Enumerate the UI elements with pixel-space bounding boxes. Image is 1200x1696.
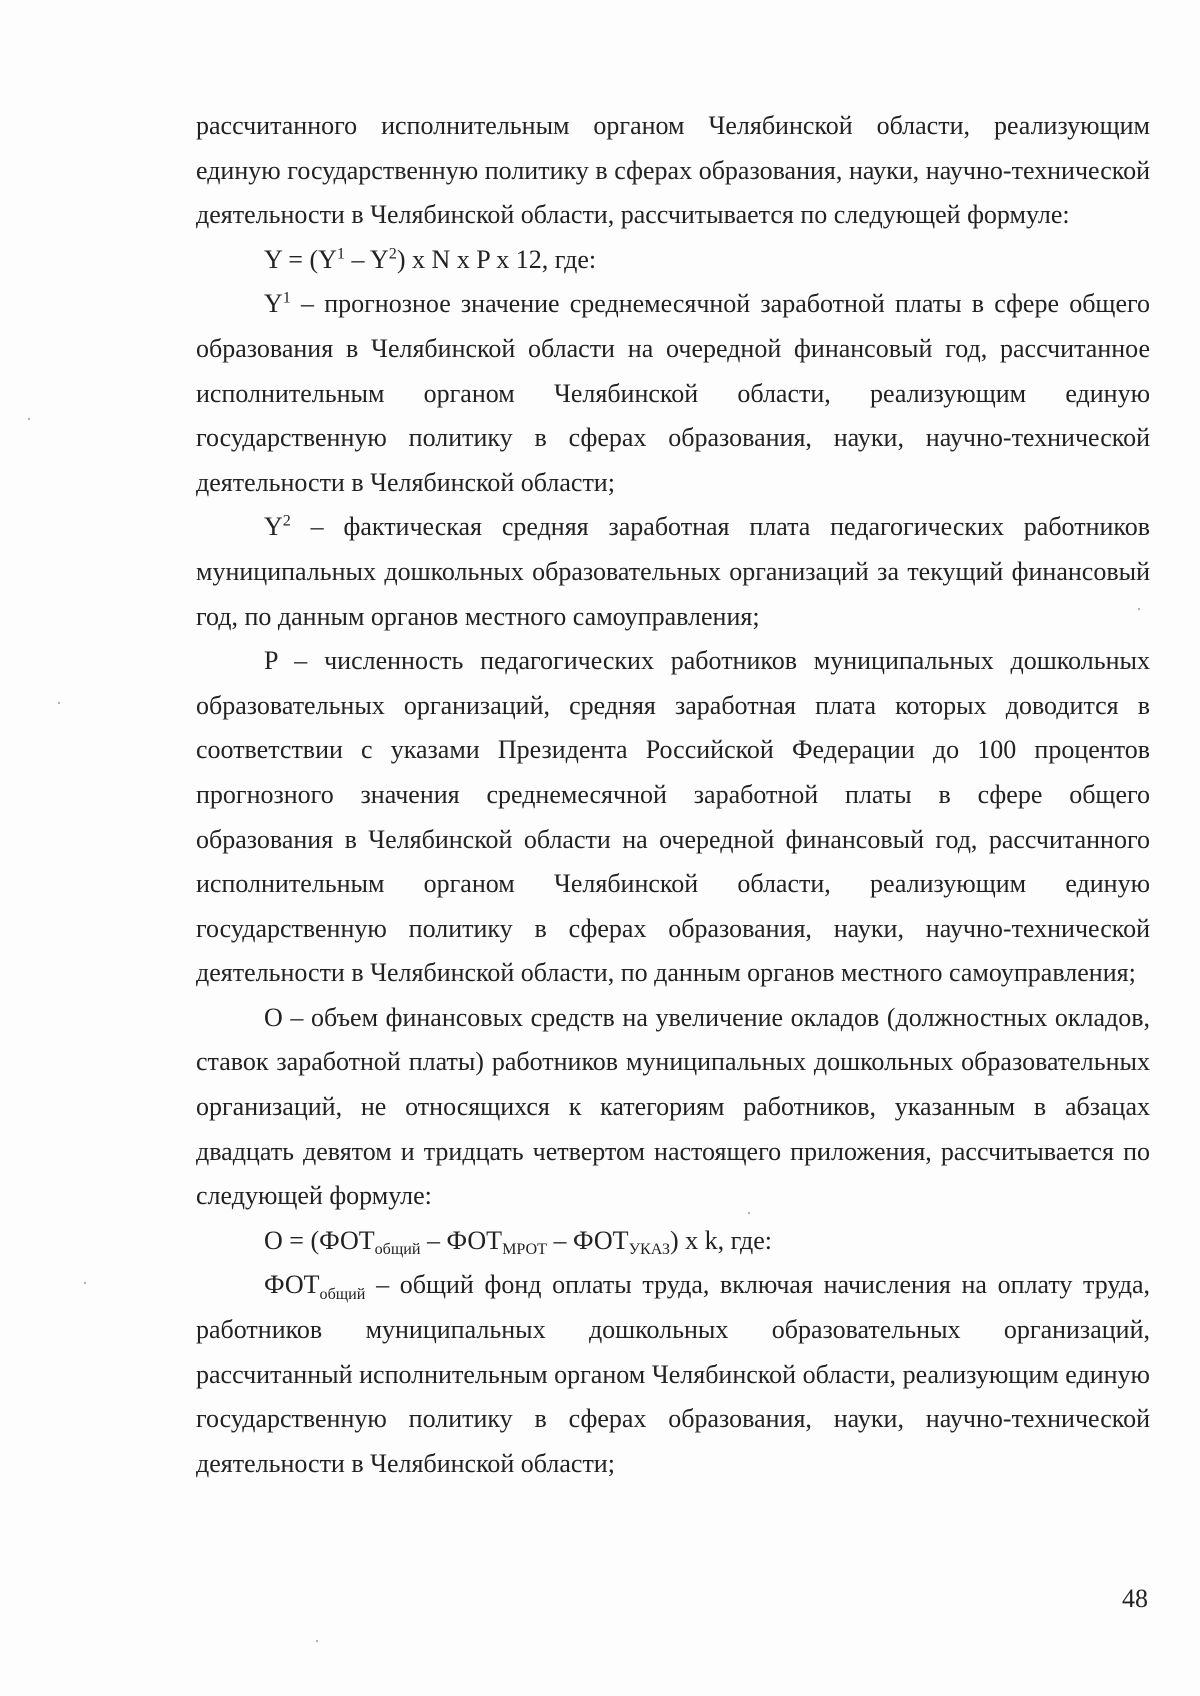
formula-y-tail: ) x N x P x 12, где: xyxy=(396,244,597,274)
definition-y2-symbol: Y xyxy=(264,512,283,542)
formula-o-part4: ) x k, где: xyxy=(670,1225,773,1255)
formula-o-part3: – ФОТ xyxy=(547,1225,629,1255)
page-number: 48 xyxy=(1122,1584,1148,1613)
scan-speck xyxy=(58,702,60,704)
definition-y1-text: – прогнозное значение среднемесячной заработной платы в сфере общего образования в Челябинской области на очередной финансовый год, рассчитанное исполнительным органом Челябинской области, реализующим единую государственную политику в сферах образования, науки, научно-технической деятельности в Челябинской области; xyxy=(196,289,1150,497)
scan-speck xyxy=(1138,608,1140,610)
formula-o-sub3: УКАЗ xyxy=(628,1241,671,1259)
formula-y-sup1: 1 xyxy=(336,245,345,263)
paragraph-intro: рассчитанного исполнительным органом Челябинской области, реализующим единую государственную политику в сферах образования, науки, научно-технической деятельности в Челябинской области, рассчитывается по следующей формуле: xyxy=(196,111,1150,230)
definition-y2-text: – фактическая средняя заработная плата педагогических работников муниципальных дошкольных образовательных организаций за текущий финансовый год, по данным органов местного самоуправления; xyxy=(196,512,1150,631)
definition-y1 xyxy=(196,282,1150,505)
formula-o-part1: О = (ФОТ xyxy=(264,1225,375,1255)
formula-o xyxy=(196,1219,1150,1264)
formula-o-sub1: общий xyxy=(374,1241,421,1259)
definition-o: О – объем финансовых средств на увеличение окладов (должностных окладов, ставок заработной платы) работников муниципальных дошкольных образовательных организаций, не относящихся к категориям работников, указанным в абзацах двадцать девятом и тридцать четвертом настоящего приложения, рассчитывается по следующей формуле: xyxy=(196,1002,1150,1211)
definition-y2 xyxy=(196,505,1150,639)
definition-y1-symbol: Y xyxy=(264,289,283,319)
definition-fot xyxy=(196,1263,1150,1486)
definition-fot-symbol: ФОТ xyxy=(264,1270,320,1300)
scan-speck xyxy=(316,1640,318,1642)
scan-speck xyxy=(84,1282,86,1284)
definition-y2-sup: 2 xyxy=(282,512,291,530)
scan-speck xyxy=(28,418,30,420)
definition-y1-sup: 1 xyxy=(282,289,291,307)
document-body xyxy=(196,104,1150,1486)
formula-y-lead: Y = (Y xyxy=(264,244,337,274)
formula-o-part2: – ФОТ xyxy=(420,1225,503,1255)
formula-y-mid: – Y xyxy=(344,244,389,274)
formula-y-sup2: 2 xyxy=(388,245,397,263)
formula-o-sub2: МРОТ xyxy=(502,1241,548,1259)
scan-speck xyxy=(748,1212,750,1214)
formula-y xyxy=(196,238,1150,283)
definition-p: P – численность педагогических работников муниципальных дошкольных образовательных организаций, средняя заработная плата которых доводится в соответствии с указами Президента Российской Федерации до 100 процентов прогнозного значения среднемесячной заработной платы в сфере общего образования в Челябинской области на очередной финансовый год, рассчитанного исполнительным органом Челябинской области, реализующим единую государственную политику в сферах образования, науки, научно-технической деятельности в Челябинской области, по данным органов местного самоуправления; xyxy=(196,646,1150,988)
definition-fot-sub: общий xyxy=(319,1286,366,1304)
definition-fot-text: – общий фонд оплаты труда, включая начисления на оплату труда, работников муниципальных дошкольных образовательных организаций, рассчитанный исполнительным органом Челябинской области, реализующим единую государственную политику в сферах образования, науки, научно-технической деятельности в Челябинской области; xyxy=(196,1270,1150,1478)
